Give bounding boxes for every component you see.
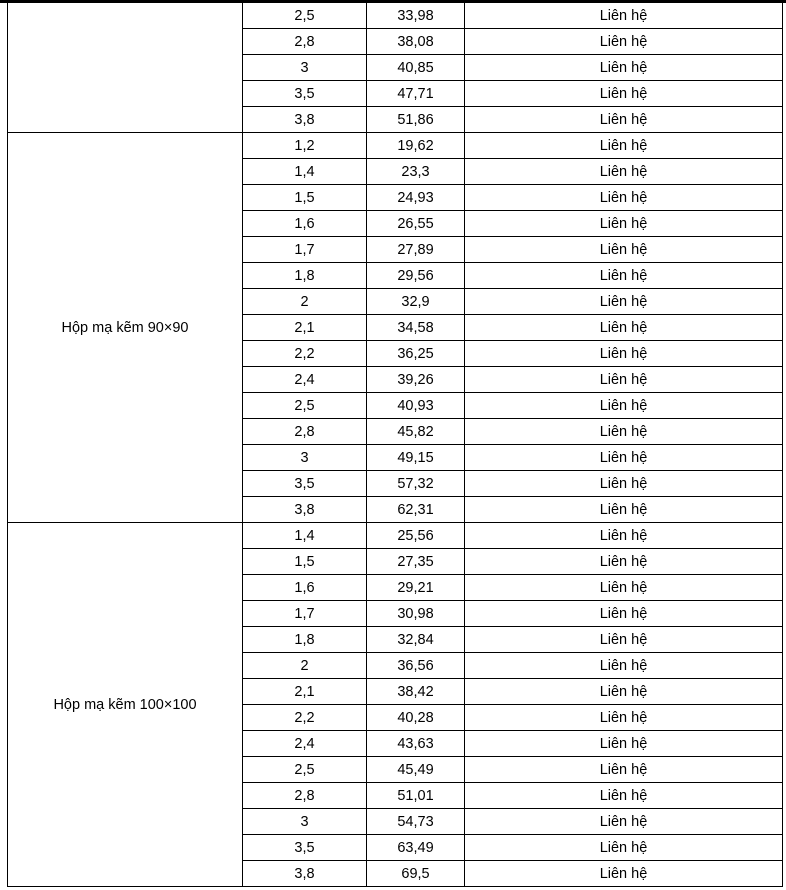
weight-cell: 30,98 (367, 601, 465, 627)
weight-cell: 36,56 (367, 653, 465, 679)
weight-cell: 69,5 (367, 861, 465, 887)
thickness-cell: 2,1 (243, 315, 367, 341)
thickness-cell: 2,4 (243, 731, 367, 757)
weight-cell: 40,93 (367, 393, 465, 419)
thickness-cell: 1,7 (243, 601, 367, 627)
thickness-cell: 3 (243, 809, 367, 835)
product-name-cell (8, 3, 243, 133)
thickness-cell: 2 (243, 653, 367, 679)
weight-cell: 34,58 (367, 315, 465, 341)
price-cell: Liên hệ (465, 29, 783, 55)
thickness-cell: 1,6 (243, 211, 367, 237)
weight-cell: 43,63 (367, 731, 465, 757)
thickness-cell: 2,8 (243, 419, 367, 445)
thickness-cell: 1,8 (243, 627, 367, 653)
weight-cell: 38,08 (367, 29, 465, 55)
weight-cell: 29,21 (367, 575, 465, 601)
weight-cell: 26,55 (367, 211, 465, 237)
thickness-cell: 3,8 (243, 107, 367, 133)
weight-cell: 25,56 (367, 523, 465, 549)
thickness-cell: 1,2 (243, 133, 367, 159)
price-cell: Liên hệ (465, 263, 783, 289)
price-cell: Liên hệ (465, 471, 783, 497)
thickness-cell: 3,5 (243, 471, 367, 497)
product-name-cell: Hộp mạ kẽm 90×90 (8, 133, 243, 523)
price-cell: Liên hệ (465, 627, 783, 653)
weight-cell: 27,89 (367, 237, 465, 263)
price-cell: Liên hệ (465, 107, 783, 133)
price-table-body (8, 3, 783, 887)
thickness-cell: 2,2 (243, 341, 367, 367)
weight-cell: 24,93 (367, 185, 465, 211)
price-cell: Liên hệ (465, 289, 783, 315)
thickness-cell: 3,5 (243, 81, 367, 107)
price-cell: Liên hệ (465, 237, 783, 263)
weight-cell: 32,84 (367, 627, 465, 653)
price-cell: Liên hệ (465, 549, 783, 575)
price-cell: Liên hệ (465, 523, 783, 549)
price-cell: Liên hệ (465, 3, 783, 29)
price-cell: Liên hệ (465, 159, 783, 185)
price-cell: Liên hệ (465, 731, 783, 757)
price-cell: Liên hệ (465, 809, 783, 835)
weight-cell: 47,71 (367, 81, 465, 107)
price-cell: Liên hệ (465, 341, 783, 367)
thickness-cell: 3,5 (243, 835, 367, 861)
price-cell: Liên hệ (465, 835, 783, 861)
weight-cell: 32,9 (367, 289, 465, 315)
thickness-cell: 2 (243, 289, 367, 315)
price-cell: Liên hệ (465, 419, 783, 445)
table-row (8, 133, 783, 159)
weight-cell: 29,56 (367, 263, 465, 289)
weight-cell: 40,85 (367, 55, 465, 81)
weight-cell: 33,98 (367, 3, 465, 29)
price-cell: Liên hệ (465, 445, 783, 471)
weight-cell: 39,26 (367, 367, 465, 393)
price-cell: Liên hệ (465, 705, 783, 731)
price-cell: Liên hệ (465, 757, 783, 783)
thickness-cell: 3,8 (243, 497, 367, 523)
weight-cell: 38,42 (367, 679, 465, 705)
weight-cell: 49,15 (367, 445, 465, 471)
weight-cell: 63,49 (367, 835, 465, 861)
thickness-cell: 1,5 (243, 185, 367, 211)
thickness-cell: 1,8 (243, 263, 367, 289)
price-cell: Liên hệ (465, 497, 783, 523)
thickness-cell: 1,6 (243, 575, 367, 601)
thickness-cell: 2,8 (243, 783, 367, 809)
thickness-cell: 1,5 (243, 549, 367, 575)
thickness-cell: 2,4 (243, 367, 367, 393)
weight-cell: 40,28 (367, 705, 465, 731)
thickness-cell: 2,8 (243, 29, 367, 55)
thickness-cell: 1,7 (243, 237, 367, 263)
price-cell: Liên hệ (465, 575, 783, 601)
weight-cell: 51,86 (367, 107, 465, 133)
price-cell: Liên hệ (465, 185, 783, 211)
thickness-cell: 2,5 (243, 757, 367, 783)
price-cell: Liên hệ (465, 133, 783, 159)
thickness-cell: 2,1 (243, 679, 367, 705)
price-cell: Liên hệ (465, 679, 783, 705)
price-cell: Liên hệ (465, 601, 783, 627)
thickness-cell: 3,8 (243, 861, 367, 887)
price-cell: Liên hệ (465, 211, 783, 237)
price-table (7, 2, 783, 887)
weight-cell: 62,31 (367, 497, 465, 523)
thickness-cell: 2,2 (243, 705, 367, 731)
thickness-cell: 2,5 (243, 393, 367, 419)
weight-cell: 23,3 (367, 159, 465, 185)
price-cell: Liên hệ (465, 861, 783, 887)
price-cell: Liên hệ (465, 55, 783, 81)
product-name-cell: Hộp mạ kẽm 100×100 (8, 523, 243, 887)
table-row (8, 3, 783, 29)
thickness-cell: 3 (243, 55, 367, 81)
price-cell: Liên hệ (465, 367, 783, 393)
thickness-cell: 2,5 (243, 3, 367, 29)
weight-cell: 36,25 (367, 341, 465, 367)
table-row (8, 523, 783, 549)
price-cell: Liên hệ (465, 315, 783, 341)
price-cell: Liên hệ (465, 783, 783, 809)
weight-cell: 54,73 (367, 809, 465, 835)
weight-cell: 51,01 (367, 783, 465, 809)
thickness-cell: 3 (243, 445, 367, 471)
weight-cell: 27,35 (367, 549, 465, 575)
weight-cell: 45,82 (367, 419, 465, 445)
thickness-cell: 1,4 (243, 159, 367, 185)
weight-cell: 45,49 (367, 757, 465, 783)
price-cell: Liên hệ (465, 653, 783, 679)
price-table-container (7, 2, 782, 887)
price-cell: Liên hệ (465, 393, 783, 419)
weight-cell: 19,62 (367, 133, 465, 159)
thickness-cell: 1,4 (243, 523, 367, 549)
weight-cell: 57,32 (367, 471, 465, 497)
price-cell: Liên hệ (465, 81, 783, 107)
